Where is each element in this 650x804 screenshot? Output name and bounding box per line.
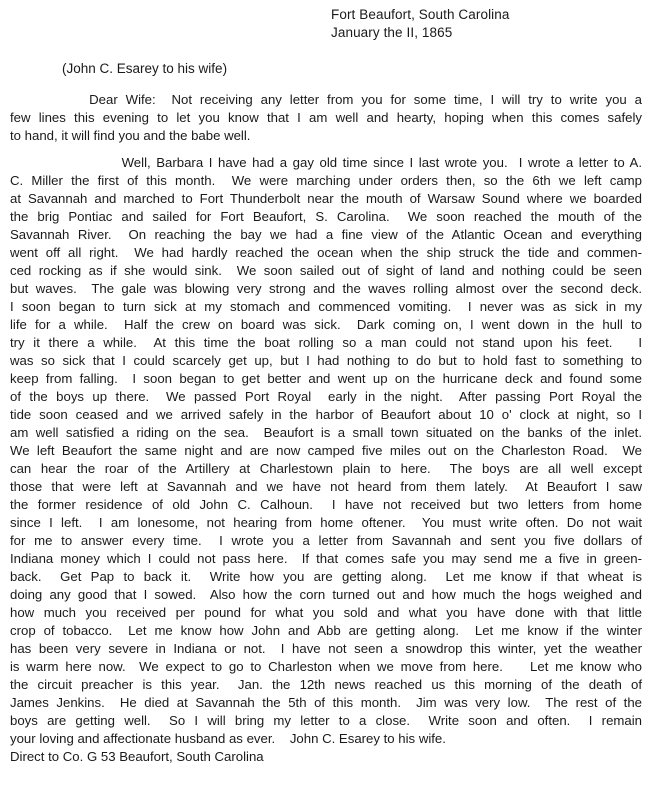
letter-line: is warm here now. We expect to go to Charleston when we move from here. Let me know who (10, 659, 642, 674)
letter-line: has been very severe in Indiana or not. I have not seen a snowdrop this winter, yet the weather (10, 641, 642, 656)
letter-line: the circuit preacher is this year. Jan. the 12th news reached us this morning of the death of (10, 677, 642, 692)
letter-line: We left Beaufort the same night and are now camped five miles out on the Charleston Road. We (10, 443, 642, 458)
letter-line: Indiana money which I could not pass here. If that comes safe you may send me a five in green- (10, 551, 642, 566)
letter-line: at Savannah and marched to Fort Thunderbolt near the mouth of Warsaw Sound where we boarded (10, 191, 642, 206)
letter-place: Fort Beaufort, South Carolina (331, 7, 510, 22)
letter-line: try it there a while. At this time the boat rolling so a man could not stand upon his feet. I (10, 335, 642, 350)
letter-line: am well satisfied a riding on the sea. Beaufort is a small town situated on the banks of the inlet. (10, 425, 642, 440)
letter-line: but waves. The gale was blowing very strong and the waves rolling almost over the second deck. (10, 281, 642, 296)
letter-line: to hand, it will find you and the babe well. (10, 128, 251, 143)
letter-line: boys are getting well. So I will bring my letter to a close. Write soon and often. I remain (10, 713, 642, 728)
letter-line: went off all right. We had hardly reached the ocean when the ship struck the tide and commen- (10, 245, 642, 260)
letter-line: how much you received per pound for what you sold and what you have done with that little (10, 605, 642, 620)
letter-line: since I left. I am lonesome, not hearing from home oftener. You must write often. Do not wait (10, 515, 642, 530)
letter-line: crop of tobacco. Let me know how John and Abb are getting along. Let me know if the winter (10, 623, 642, 638)
letter-line: those that were left at Savannah and we have not heard from them lately. At Beaufort I saw (10, 479, 642, 494)
letter-attribution: (John C. Esarey to his wife) (62, 61, 228, 76)
letter-line: I soon began to turn sick at my stomach and commenced vomiting. I never was as sick in my (10, 299, 642, 314)
letter-line: was so sick that I could scarcely get up, but I had nothing to do but to hold fast to something to (10, 353, 642, 368)
letter-line: keep from falling. I soon began to get better and went up on the hurricane deck and found some (10, 371, 642, 386)
letter-line: C. Miller the first of this month. We were marching under orders then, so the 6th we left camp (10, 173, 642, 188)
letter-line: life for a while. Half the crew on board was sick. Dark coming on, I went down in the hull to (10, 317, 642, 332)
letter-line: few lines this evening to let you know that I am well and hearty, hoping when this comes safely (10, 110, 642, 125)
letter-line: Dear Wife: Not receiving any letter from you for some time, I will try to write you a (10, 92, 642, 107)
letter-line: Savannah River. On reaching the bay we had a fine view of the Atlantic Ocean and everything (10, 227, 642, 242)
letter-line: tide soon ceased and we arrived safely in the harbor of Beaufort about 10 o' clock at night, so I (10, 407, 642, 422)
letter-line: ced rocking as if she would sink. We soon sailed out of sight of land and nothing could be seen (10, 263, 642, 278)
letter-line: James Jenkins. He died at Savannah the 5th of this month. Jim was very low. The rest of the (10, 695, 642, 710)
letter-date: January the II, 1865 (331, 25, 453, 40)
letter-line: your loving and affectionate husband as ever. John C. Esarey to his wife. (10, 731, 446, 746)
letter-line: back. Get Pap to back it. Write how you are getting along. Let me know if that wheat is (10, 569, 642, 584)
letter-line: of the boys up there. We passed Port Royal early in the night. After passing Port Royal the (10, 389, 642, 404)
letter-line: the brig Pontiac and sailed for Fort Beaufort, S. Carolina. We soon reached the mouth of the (10, 209, 642, 224)
letter-line: can hear the roar of the Artillery at Charlestown plain to here. The boys are all well except (10, 461, 642, 476)
letter-line: Well, Barbara I have had a gay old time since I last wrote you. I wrote a letter to A. (10, 155, 642, 170)
letter-line: the former residence of old John C. Calhoun. I have not received but two letters from home (10, 497, 642, 512)
letter-line: for me to answer every time. I wrote you a letter from Savannah and sent you five dollars of (10, 533, 642, 548)
letter-line: Direct to Co. G 53 Beaufort, South Carolina (10, 749, 264, 764)
letter-line: doing any good that I sowed. Also how the corn turned out and how much the hogs weighed and (10, 587, 642, 602)
